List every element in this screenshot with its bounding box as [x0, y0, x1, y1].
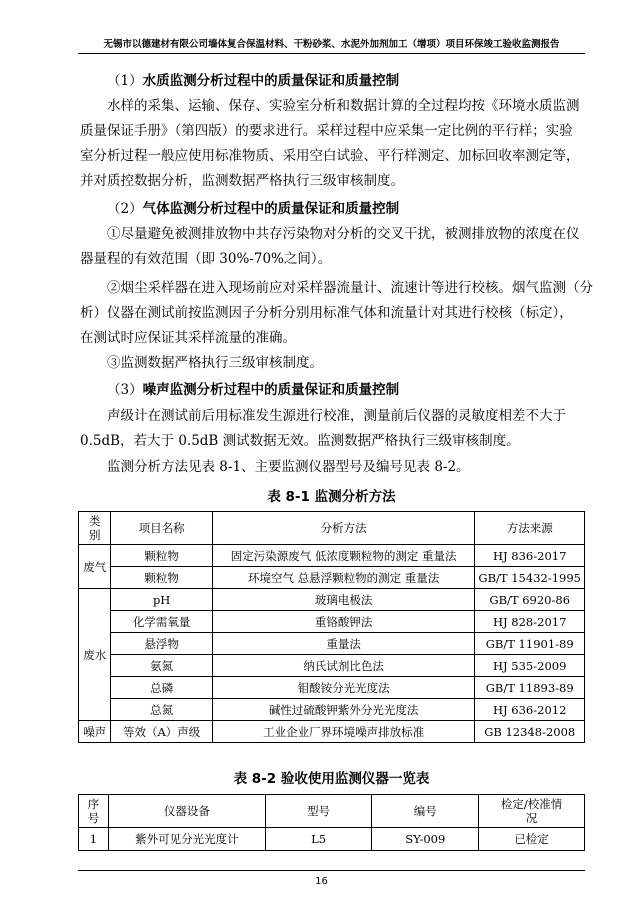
method-cell: 重铬酸钾法	[212, 611, 475, 633]
section2-line: 在测试时应保证其采样流量的准确。	[80, 330, 296, 346]
section1-line: 质量保证手册》（第四版）的要求进行。采样过程中应采集一定比例的平行样；实验	[80, 123, 573, 139]
item-cell: 颗粒物	[111, 567, 212, 589]
section3-line: 0.5dB，若大于 0.5dB 测试数据无效。监测数据严格执行三级审核制度。	[80, 433, 520, 449]
method-cell: 钼酸铵分光光度法	[212, 677, 475, 699]
table2-caption: 表 8-2 验收使用监测仪器一览表	[233, 771, 430, 787]
device-cell: 紫外可见分光光度计	[108, 828, 265, 851]
item-cell: 颗粒物	[111, 545, 212, 567]
item-cell: 氨氮	[111, 655, 212, 677]
section3-line: 声级计在测试前后用标准发生源进行校准，测量前后仪器的灵敏度相差不大于	[107, 408, 566, 424]
table2-header-model: 型号	[265, 795, 372, 828]
index-cell: 1	[79, 828, 109, 851]
section3-line: 监测分析方法见表 8-1、主要监测仪器型号及编号见表 8-2。	[107, 459, 470, 475]
item-cell: 总氮	[111, 699, 212, 721]
table1-header-method: 分析方法	[212, 512, 475, 545]
table-row	[79, 699, 585, 721]
table2-header-row	[79, 795, 585, 828]
section2-line: ①尽量避免被测排放物中共存污染物对分析的交叉干扰，被测排放物的浓度在仪	[107, 226, 580, 242]
table1-caption: 表 8-1 监测分析方法	[267, 489, 396, 505]
model-cell: L5	[265, 828, 372, 851]
section1-heading	[107, 71, 399, 91]
section1-line: 水样的采集、运输、保存、实验室分析和数据计算的全过程均按《环境水质监测	[107, 98, 580, 114]
section2-line: ③监测数据严格执行三级审核制度。	[107, 355, 323, 371]
instrument-table	[78, 794, 585, 851]
method-cell: 纳氏试剂比色法	[212, 655, 475, 677]
footer-rule	[78, 870, 585, 871]
source-cell: GB 12348-2008	[475, 721, 585, 743]
table1-header-item: 项目名称	[111, 512, 212, 545]
table-row	[79, 567, 585, 589]
section1-heading-num: （1）	[107, 73, 143, 89]
source-cell: HJ 836-2017	[475, 545, 585, 567]
table2-header-serial: 编号	[372, 795, 479, 828]
method-cell: 玻璃电极法	[212, 589, 475, 611]
section3-heading-text: 噪声监测分析过程中的质量保证和质量控制	[142, 382, 400, 398]
source-cell: HJ 535-2009	[475, 655, 585, 677]
table1-header-row	[79, 512, 585, 545]
analysis-method-table	[78, 511, 585, 743]
method-cell: 工业企业厂界环境噪声排放标准	[212, 721, 475, 743]
serial-cell: SY-009	[372, 828, 479, 851]
table-row	[79, 655, 585, 677]
section2-heading-text: 气体监测分析过程中的质量保证和质量控制	[142, 201, 400, 217]
section2-line: 器量程的有效范围（即 30%-70%之间）。	[80, 251, 332, 267]
table-row	[79, 589, 585, 611]
source-cell: GB/T 6920-86	[475, 589, 585, 611]
table2-header-calibration: 检定/校准情 况	[479, 795, 585, 828]
table-row	[79, 545, 585, 567]
item-cell: 化学需氧量	[111, 611, 212, 633]
method-cell: 固定污染源废气 低浓度颗粒物的测定 重量法	[212, 545, 475, 567]
item-cell: pH	[111, 589, 212, 611]
method-cell: 重量法	[212, 633, 475, 655]
table2-header-index: 序 号	[79, 795, 109, 828]
header-rule	[78, 53, 585, 54]
method-cell: 环境空气 总悬浮颗粒物的测定 重量法	[212, 567, 475, 589]
section1-line: 室分析过程一般应使用标准物质、采用空白试验、平行样测定、加标回收率测定等，	[80, 148, 580, 164]
item-cell: 悬浮物	[111, 633, 212, 655]
page-number: 16	[315, 876, 328, 887]
table-row	[79, 677, 585, 699]
item-cell: 等效（A）声级	[111, 721, 212, 743]
table-row	[79, 828, 585, 851]
table1-header-category: 类 别	[79, 512, 111, 545]
item-cell: 总磷	[111, 677, 212, 699]
source-cell: GB/T 11893-89	[475, 677, 585, 699]
table-row	[79, 633, 585, 655]
section2-heading-num: （2）	[107, 201, 143, 217]
table-row	[79, 611, 585, 633]
source-cell: HJ 636-2012	[475, 699, 585, 721]
calibration-cell: 已检定	[479, 828, 585, 851]
table2-header-device: 仪器设备	[108, 795, 265, 828]
method-cell: 碱性过硫酸钾紫外分光光度法	[212, 699, 475, 721]
report-header: 无锡市以德建材有限公司墙体复合保温材料、干粉砂浆、水泥外加剂加工（增项）项目环保竣工验收监测报告	[103, 39, 560, 50]
section2-line: ②烟尘采样器在进入现场前应对采样器流量计、流速计等进行校核。烟气监测（分	[107, 280, 593, 296]
section3-heading-num: （3）	[107, 382, 143, 398]
table1-header-source: 方法来源	[475, 512, 585, 545]
section2-line: 析）仪器在测试前按监测因子分析分别用标准气体和流量计对其进行校核（标定），	[80, 305, 573, 321]
section2-heading	[107, 199, 399, 219]
source-cell: GB/T 15432-1995	[475, 567, 585, 589]
table-row	[79, 721, 585, 743]
section3-heading	[107, 380, 399, 400]
category-cell: 废水	[79, 589, 111, 721]
section1-line: 并对质控数据分析，监测数据严格执行三级审核制度。	[80, 173, 404, 189]
category-cell: 废气	[79, 545, 111, 589]
section1-heading-text: 水质监测分析过程中的质量保证和质量控制	[142, 73, 400, 89]
category-cell: 噪声	[79, 721, 111, 743]
source-cell: HJ 828-2017	[475, 611, 585, 633]
source-cell: GB/T 11901-89	[475, 633, 585, 655]
